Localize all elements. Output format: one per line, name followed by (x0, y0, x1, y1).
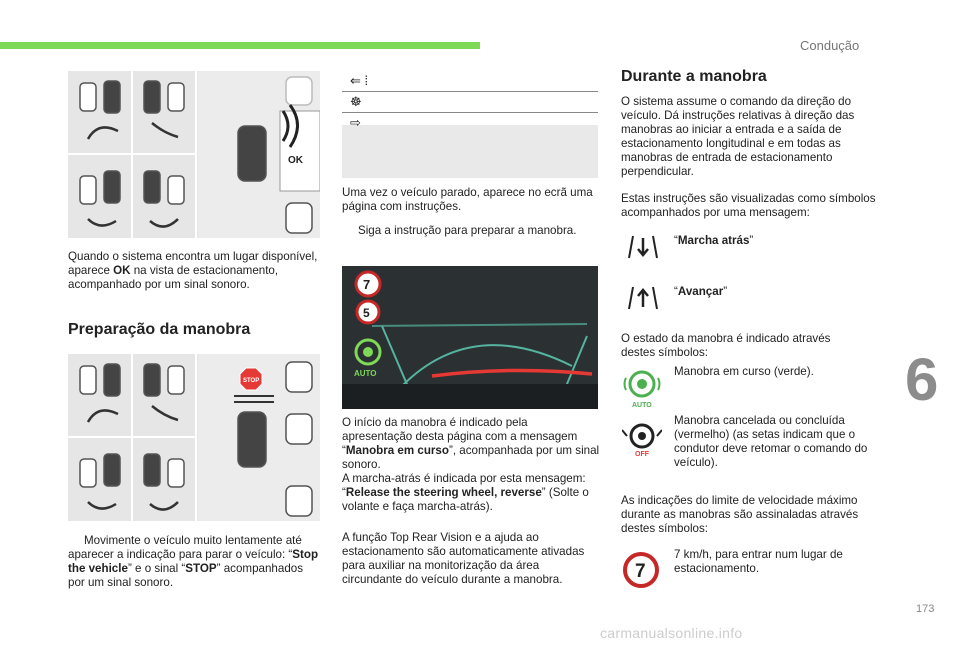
stop-label: STOP (243, 378, 260, 384)
forward-arrow-icon (625, 285, 661, 311)
section-title: Condução (800, 38, 860, 53)
right-p2: Estas instruções são visualizadas como símbolos acompanhados por uma mensagem: (621, 192, 876, 219)
speed-limit-value: 7 (635, 561, 646, 582)
parking-ok-illustration (68, 71, 320, 238)
middle-p1: Uma vez o veículo parado, aparece no ecrã uma página com instruções. (342, 186, 593, 213)
reverse-symbol (625, 234, 661, 260)
screen-speed-7: 7 (363, 277, 371, 292)
right-p1: O sistema assume o comando da direção do veículo. Dá instruções relativas à direção das manobras ao iniciar a entrada e a saída de estacionamento longitudinal e em todas as manobras de entrada de estacionamento perpendicular. (621, 95, 855, 178)
right-heading: Durante a manobra (621, 68, 767, 85)
rear-camera-view (342, 266, 598, 409)
instruction-screen (342, 71, 598, 178)
middle-p5: A função Top Rear Vision e a ajuda ao estacionamento são automaticamente ativadas para auxiliar na monitorização da área circundante do veículo durante a manobra. (342, 531, 585, 586)
parking-diagram-stop (68, 354, 320, 521)
screen-auto-label: AUTO (354, 369, 377, 378)
screen-speed-5: 5 (363, 306, 370, 320)
chapter-tab (905, 345, 953, 415)
header-accent-bar (0, 42, 480, 49)
off-label: OFF (635, 451, 649, 458)
status-green-symbol (622, 368, 662, 410)
speed-limit-icon (622, 551, 660, 589)
left-intro: Quando o sistema encontra um lugar disponível, aparece OK na vista de estacionamento, acompanhado por um sinal sonoro. (68, 250, 318, 291)
speed-limit-symbol (622, 551, 660, 589)
middle-bullet: Siga a instrução para preparar a manobra. (358, 224, 577, 237)
steering-wheel-icon: ☸ (350, 94, 362, 109)
forward-symbol (625, 285, 661, 311)
left-heading: Preparação da manobra (68, 321, 251, 338)
ok-label: OK (288, 155, 303, 166)
right-p4: As indicações do limite de velocidade máximo durante as manobras são assinaladas através destes símbolos: (621, 494, 859, 535)
instruction-row-back (342, 71, 598, 92)
gear-shift-icon: ⇨ (350, 115, 361, 130)
status-red-text: Manobra cancelada ou concluída (vermelho) (as setas indicam que o condutor deve retomar o comando do veículo). (674, 414, 868, 469)
speed-limit-text: 7 km/h, para entrar num lugar de estacionamento. (674, 548, 843, 575)
parking-stop-illustration (68, 354, 320, 521)
auto-label: AUTO (632, 402, 652, 409)
middle-p3: O início da manobra é indicado pela apresentação desta página com a mensagem “Manobra em curso”, acompanhada por um sinal sonoro. A marcha-atrás é indicada por esta mensagem: “Release the steering wheel, reverse” (Solte o volante e faça marcha-atrás). (342, 416, 600, 513)
camera-screen (342, 266, 598, 409)
reverse-arrow-icon (625, 234, 661, 260)
forward-label-row: “Avançar” (674, 285, 728, 298)
right-p3: O estado da manobra é indicado através destes símbolos: (621, 332, 831, 359)
page-number: 173 (916, 603, 935, 615)
instruction-row-steering (342, 92, 598, 113)
watermark: carmanualsonline.info (600, 625, 743, 641)
steering-off-red-icon (622, 420, 662, 460)
reverse-label-row: “Marcha atrás” (674, 234, 754, 247)
status-green-text: Manobra em curso (verde). (674, 365, 814, 378)
steering-auto-green-icon (622, 368, 662, 410)
chapter-number: 6 (905, 346, 939, 413)
left-bullet: Movimente o veículo muito lentamente até aparecer a indicação para parar o veículo: “Stop the vehicle” e o sinal “STOP” acompanhados por um sinal sonoro. (68, 534, 319, 589)
instruction-row-gear (342, 113, 598, 133)
back-arrow-icon: ⇐ ⁞ (350, 73, 369, 88)
parking-diagram-ok (68, 71, 320, 238)
status-red-symbol (622, 420, 662, 460)
